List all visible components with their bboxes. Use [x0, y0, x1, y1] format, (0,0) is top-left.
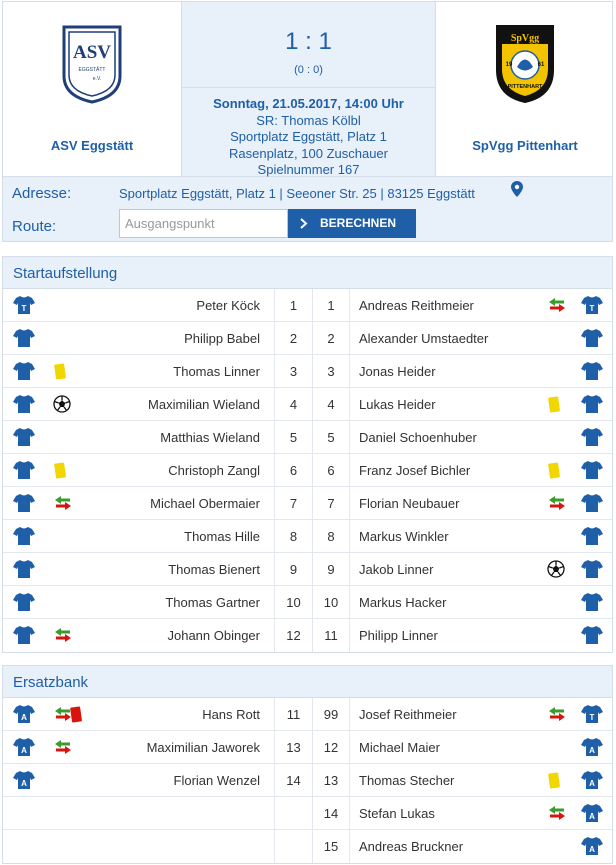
away-shirt-number: 9 [312, 553, 350, 586]
bench-table [3, 698, 612, 863]
away-shirt-number: 7 [312, 487, 350, 520]
away-logo-bottom: PITTENHART [507, 84, 543, 90]
away-logo-top: SpVgg [510, 33, 540, 44]
referee: SR: Thomas Kölbl [256, 112, 361, 128]
away-shirt-number: 14 [312, 797, 350, 830]
away-shirt-icon [581, 559, 603, 584]
home-player-name[interactable]: Maximilian Wieland [148, 397, 260, 412]
home-shirt-number: 4 [274, 388, 312, 421]
home-logo-ev: e.V. [92, 76, 102, 82]
chevron-right-icon [300, 218, 308, 229]
away-shirt-number: 1 [312, 289, 350, 322]
home-shirt-icon [13, 361, 35, 386]
home-player-name[interactable]: Philipp Babel [184, 331, 260, 346]
away-player-name[interactable]: Jakob Linner [359, 562, 434, 577]
away-player-name[interactable]: Markus Winkler [359, 529, 449, 544]
home-team-logo [61, 24, 123, 104]
map-pin-icon[interactable] [511, 181, 523, 197]
home-player-name[interactable]: Christoph Zangl [168, 463, 260, 478]
away-yellow-card-icon [547, 462, 561, 485]
away-shirt-number: 12 [312, 731, 350, 764]
away-substitution-icon [547, 495, 567, 516]
away-team[interactable] [436, 2, 614, 176]
home-shirt-icon [13, 559, 35, 584]
surface-attendance: Rasenplatz, 100 Zuschauer [229, 145, 388, 161]
match-details [182, 96, 435, 179]
table-row [3, 731, 612, 764]
address-label: Adresse: [12, 185, 72, 202]
home-shirt-icon [13, 592, 35, 617]
home-player-name[interactable]: Matthias Wieland [160, 430, 260, 445]
home-shirt-icon [13, 394, 35, 419]
svg-text:A: A [589, 845, 595, 854]
home-shirt-number: 7 [274, 487, 312, 520]
home-shirt-number: 3 [274, 355, 312, 388]
home-shirt-number: 10 [274, 586, 312, 619]
home-shirt-icon [13, 625, 35, 650]
home-player-name[interactable]: Thomas Linner [173, 364, 260, 379]
home-shirt-number: 11 [274, 698, 312, 731]
table-row [3, 487, 612, 520]
match-header [2, 1, 613, 177]
away-shirt-icon [581, 493, 603, 518]
away-shirt-icon [581, 328, 603, 353]
away-shirt-number: 6 [312, 454, 350, 487]
away-player-name[interactable]: Josef Reithmeier [359, 707, 457, 722]
match-score: 1 : 1 [285, 28, 332, 55]
table-row [3, 388, 612, 421]
away-shirt-icon [581, 704, 603, 729]
away-team-logo [493, 22, 557, 106]
away-substitution-icon [547, 297, 567, 318]
home-shirt-icon [13, 328, 35, 353]
starting-lineup-table [3, 289, 612, 652]
home-shirt-number: 1 [274, 289, 312, 322]
away-shirt-icon [581, 737, 603, 762]
home-shirt-number [274, 830, 312, 863]
home-shirt-icon [13, 295, 35, 320]
home-player-name[interactable]: Michael Obermaier [150, 496, 260, 511]
home-shirt-number: 8 [274, 520, 312, 553]
away-player-name[interactable]: Andreas Reithmeier [359, 298, 474, 313]
svg-text:A: A [21, 779, 27, 788]
route-start-input[interactable] [119, 209, 288, 238]
away-logo-year-left: 19 [505, 62, 513, 68]
away-substitution-icon [547, 706, 567, 727]
table-row [3, 586, 612, 619]
table-row [3, 355, 612, 388]
match-date: Sonntag, 21.05.2017, 14:00 Uhr [213, 96, 404, 111]
away-shirt-number: 10 [312, 586, 350, 619]
table-row [3, 322, 612, 355]
halftime-score: (0 : 0) [294, 64, 323, 76]
home-player-name[interactable]: Thomas Bienert [168, 562, 260, 577]
home-player-name[interactable]: Thomas Hille [184, 529, 260, 544]
home-shirt-number: 5 [274, 421, 312, 454]
home-player-name[interactable]: Peter Köck [196, 298, 260, 313]
home-logo-sub: EGGSTÄTT [78, 67, 106, 73]
home-shirt-icon [13, 526, 35, 551]
home-player-name[interactable]: Florian Wenzel [173, 773, 260, 788]
home-shirt-number: 2 [274, 322, 312, 355]
home-red-card-icon [69, 706, 83, 729]
svg-text:A: A [589, 746, 595, 755]
away-shirt-icon [581, 427, 603, 452]
away-shirt-icon [581, 803, 603, 828]
home-goal-ball-icon [53, 395, 71, 418]
away-shirt-number: 15 [312, 830, 350, 863]
away-player-name[interactable]: Stefan Lukas [359, 806, 435, 821]
away-shirt-number: 11 [312, 619, 350, 652]
away-shirt-icon [581, 394, 603, 419]
away-logo-year-right: 61 [537, 62, 545, 68]
table-row [3, 289, 612, 322]
away-goal-ball-icon [547, 560, 565, 583]
away-player-name[interactable]: Daniel Schoenhuber [359, 430, 477, 445]
starting-lineup-section [2, 256, 613, 653]
home-player-name[interactable]: Thomas Gartner [165, 595, 260, 610]
table-row [3, 619, 612, 652]
home-yellow-card-icon [53, 462, 67, 485]
table-row [3, 764, 612, 797]
home-shirt-number: 9 [274, 553, 312, 586]
starting-lineup-title: Startaufstellung [3, 257, 612, 289]
away-player-name[interactable]: Florian Neubauer [359, 496, 460, 511]
svg-text:A: A [589, 812, 595, 821]
address-value[interactable]: Sportplatz Eggstätt, Platz 1 | Seeoner Str. 25 | 83125 Eggstätt [119, 186, 475, 201]
match-info [181, 2, 436, 176]
table-row [3, 520, 612, 553]
home-shirt-number [274, 797, 312, 830]
home-shirt-number: 6 [274, 454, 312, 487]
away-shirt-number: 5 [312, 421, 350, 454]
venue: Sportplatz Eggstätt, Platz 1 [230, 129, 387, 144]
away-player-name[interactable]: Lukas Heider [359, 397, 436, 412]
svg-text:T: T [589, 304, 595, 313]
away-yellow-card-icon [547, 772, 561, 795]
away-shirt-icon [581, 625, 603, 650]
away-player-name[interactable]: Philipp Linner [359, 628, 438, 643]
away-shirt-icon [581, 295, 603, 320]
table-row [3, 454, 612, 487]
home-team[interactable] [3, 2, 181, 176]
game-number: Spielnummer 167 [257, 162, 360, 177]
away-player-name[interactable]: Alexander Umstaedter [359, 331, 489, 346]
svg-text:A: A [589, 779, 595, 788]
away-shirt-number: 2 [312, 322, 350, 355]
table-row [3, 421, 612, 454]
home-yellow-card-icon [53, 363, 67, 386]
home-shirt-icon [13, 427, 35, 452]
address-panel [2, 177, 613, 242]
home-player-name[interactable]: Johann Obinger [167, 628, 260, 643]
away-shirt-number: 8 [312, 520, 350, 553]
away-shirt-number: 99 [312, 698, 350, 731]
away-yellow-card-icon [547, 396, 561, 419]
home-substitution-icon [53, 495, 73, 516]
home-logo-letters: ASV [72, 42, 112, 63]
away-shirt-number: 13 [312, 764, 350, 797]
home-shirt-number: 13 [274, 731, 312, 764]
home-team-name[interactable]: ASV Eggstätt [50, 138, 134, 153]
away-shirt-icon [581, 361, 603, 386]
svg-text:A: A [21, 746, 27, 755]
home-shirt-icon [13, 737, 35, 762]
home-player-name[interactable]: Hans Rott [202, 707, 260, 722]
home-player-name[interactable]: Maximilian Jaworek [146, 740, 260, 755]
away-player-name[interactable]: Franz Josef Bichler [359, 463, 471, 478]
home-shirt-icon [13, 770, 35, 795]
calculate-route-label: BERECHNEN [320, 216, 397, 230]
home-shirt-icon [13, 704, 35, 729]
away-shirt-icon [581, 460, 603, 485]
home-shirt-number: 14 [274, 764, 312, 797]
bench-title: Ersatzbank [3, 666, 612, 698]
table-row [3, 830, 612, 863]
table-row [3, 553, 612, 586]
away-player-name[interactable]: Andreas Bruckner [359, 839, 464, 854]
away-shirt-number: 4 [312, 388, 350, 421]
away-substitution-icon [547, 805, 567, 826]
away-team-name[interactable]: SpVgg Pittenhart [472, 138, 578, 153]
svg-text:T: T [21, 304, 27, 313]
home-shirt-number: 12 [274, 619, 312, 652]
table-row [3, 698, 612, 731]
calculate-route-button[interactable] [288, 209, 416, 238]
divider [182, 87, 435, 88]
route-label: Route: [12, 218, 57, 235]
svg-text:T: T [589, 713, 595, 722]
away-player-name[interactable]: Jonas Heider [359, 364, 436, 379]
away-player-name[interactable]: Thomas Stecher [359, 773, 455, 788]
home-shirt-icon [13, 493, 35, 518]
home-substitution-icon [53, 627, 73, 648]
bench-section [2, 665, 613, 864]
away-shirt-icon [581, 770, 603, 795]
away-shirt-icon [581, 836, 603, 861]
away-shirt-number: 3 [312, 355, 350, 388]
away-shirt-icon [581, 526, 603, 551]
away-player-name[interactable]: Michael Maier [359, 740, 440, 755]
away-player-name[interactable]: Markus Hacker [359, 595, 447, 610]
svg-text:A: A [21, 713, 27, 722]
table-row [3, 797, 612, 830]
away-shirt-icon [581, 592, 603, 617]
home-substitution-icon [53, 739, 73, 760]
home-shirt-icon [13, 460, 35, 485]
